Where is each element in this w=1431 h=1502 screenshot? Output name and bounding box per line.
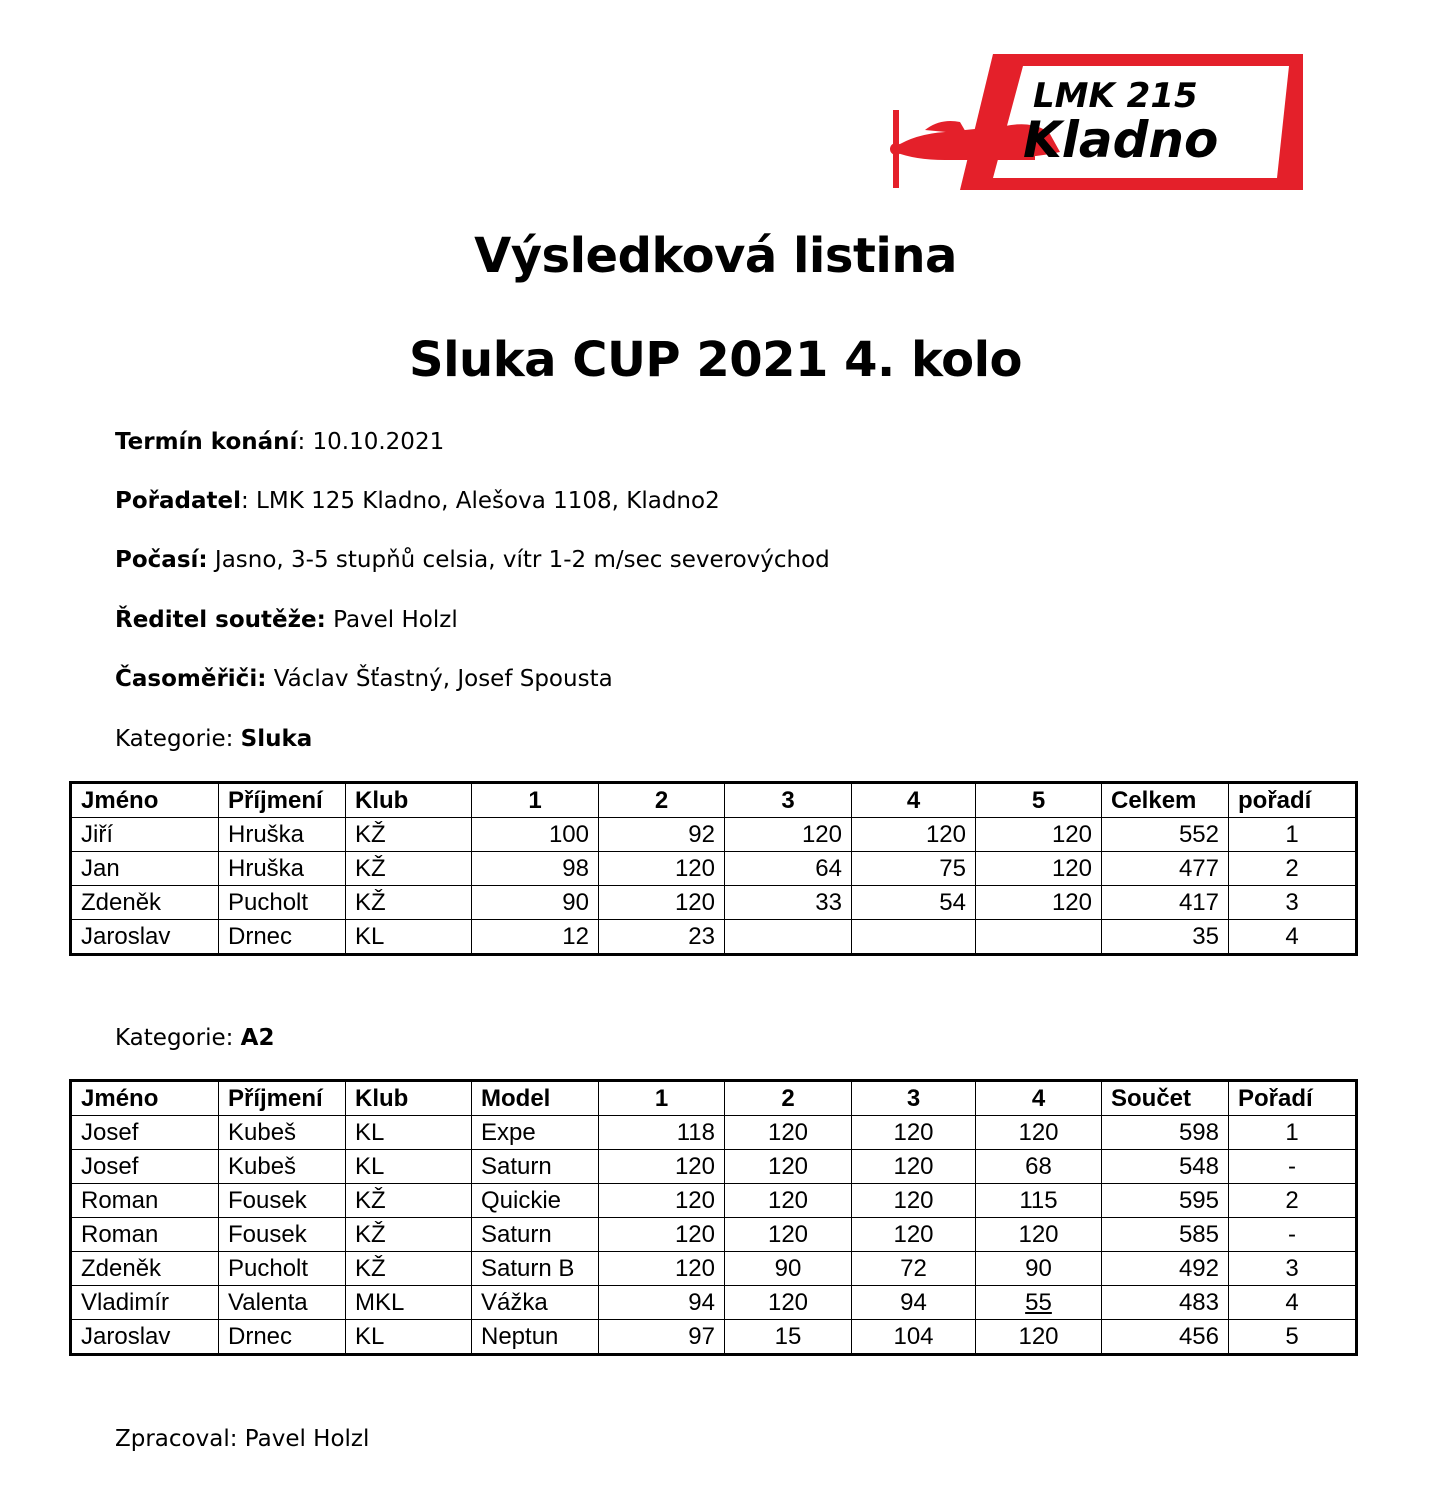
lmk-kladno-logo	[885, 52, 1305, 192]
table-cell: Kubeš	[219, 1150, 346, 1184]
table-cell: Drnec	[219, 920, 346, 955]
table-cell: 92	[599, 818, 725, 852]
table-cell: KL	[346, 1320, 472, 1355]
table-cell: KŽ	[346, 886, 472, 920]
table-cell: 120	[852, 1150, 976, 1184]
logo-line1: LMK 215	[1033, 76, 1198, 116]
table-cell: Fousek	[219, 1184, 346, 1218]
info-date: Termín konání: 10.10.2021	[115, 429, 445, 455]
table-cell: 120	[976, 1320, 1102, 1355]
table-cell: KŽ	[346, 1184, 472, 1218]
table-cell: Pucholt	[219, 886, 346, 920]
table-cell: 120	[976, 818, 1102, 852]
table-cell: KŽ	[346, 1218, 472, 1252]
col-header: 5	[976, 783, 1102, 818]
table-cell: KŽ	[346, 818, 472, 852]
table-cell: KL	[346, 1116, 472, 1150]
table-cell: 120	[852, 1116, 976, 1150]
table-row	[71, 852, 1357, 886]
table-cell: 585	[1102, 1218, 1229, 1252]
table-cell: 98	[472, 852, 599, 886]
table-row	[71, 1150, 1357, 1184]
table-cell: 120	[725, 1184, 852, 1218]
table-cell: 33	[725, 886, 852, 920]
table-cell: KŽ	[346, 852, 472, 886]
table-row	[71, 886, 1357, 920]
table-cell: 120	[976, 1218, 1102, 1252]
table-cell: 1	[1229, 1116, 1357, 1150]
col-header: Jméno	[71, 783, 219, 818]
table-cell: 3	[1229, 886, 1357, 920]
table-cell: KL	[346, 1150, 472, 1184]
table-cell: Vážka	[472, 1286, 599, 1320]
col-header: 4	[852, 783, 976, 818]
table-cell: Pucholt	[219, 1252, 346, 1286]
table-cell: 115	[976, 1184, 1102, 1218]
table-cell: 456	[1102, 1320, 1229, 1355]
table-cell: 2	[1229, 852, 1357, 886]
table-cell: 120	[599, 1184, 725, 1218]
info-weather: Počasí: Jasno, 3-5 stupňů celsia, vítr 1-2 m/sec severovýchod	[115, 547, 830, 573]
table-cell: 120	[725, 1116, 852, 1150]
table-cell: Roman	[71, 1184, 219, 1218]
table-cell: 1	[1229, 818, 1357, 852]
table-cell: 104	[852, 1320, 976, 1355]
table-cell: 4	[1229, 1286, 1357, 1320]
col-header: Součet	[1102, 1081, 1229, 1116]
table-cell: KL	[346, 920, 472, 955]
table-cell: 492	[1102, 1252, 1229, 1286]
table-cell: Vladimír	[71, 1286, 219, 1320]
category-a2-label: Kategorie: A2	[115, 1025, 275, 1051]
table-cell: Neptun	[472, 1320, 599, 1355]
table-cell: 90	[976, 1252, 1102, 1286]
logo-line2: Kladno	[1023, 111, 1219, 169]
table-cell: 3	[1229, 1252, 1357, 1286]
table-cell: 548	[1102, 1150, 1229, 1184]
table-row	[71, 1116, 1357, 1150]
table-row	[71, 1184, 1357, 1218]
col-header: 2	[725, 1081, 852, 1116]
table-cell: 68	[976, 1150, 1102, 1184]
col-header: Pořadí	[1229, 1081, 1357, 1116]
col-header: 3	[725, 783, 852, 818]
table-row	[71, 818, 1357, 852]
table-cell: Saturn B	[472, 1252, 599, 1286]
table-cell: Roman	[71, 1218, 219, 1252]
col-header: Klub	[346, 783, 472, 818]
table-cell	[852, 920, 976, 955]
info-director: Ředitel soutěže: Pavel Holzl	[115, 607, 458, 633]
table-cell: 120	[725, 1150, 852, 1184]
info-organizer: Pořadatel: LMK 125 Kladno, Alešova 1108, Kladno2	[115, 488, 720, 514]
table-cell: 2	[1229, 1184, 1357, 1218]
col-header: Klub	[346, 1081, 472, 1116]
table-cell: 120	[599, 1218, 725, 1252]
table-cell: 118	[599, 1116, 725, 1150]
table-cell: 100	[472, 818, 599, 852]
page-title: Výsledková listina	[474, 228, 957, 284]
col-header: Příjmení	[219, 783, 346, 818]
table-cell: Hruška	[219, 818, 346, 852]
table-cell: 64	[725, 852, 852, 886]
table-cell: Kubeš	[219, 1116, 346, 1150]
table-cell: 120	[599, 1150, 725, 1184]
table-cell: 54	[852, 886, 976, 920]
results-table-a2	[69, 1079, 1358, 1356]
table-cell: 598	[1102, 1116, 1229, 1150]
table-cell: 120	[725, 1218, 852, 1252]
col-header: Model	[472, 1081, 599, 1116]
table-cell: 120	[599, 852, 725, 886]
table-cell: 15	[725, 1320, 852, 1355]
col-header: 4	[976, 1081, 1102, 1116]
table-cell: 120	[599, 886, 725, 920]
col-header: pořadí	[1229, 783, 1357, 818]
table-cell: MKL	[346, 1286, 472, 1320]
table-cell: 120	[852, 818, 976, 852]
category-sluka-label: Kategorie: Sluka	[115, 726, 313, 752]
table-row	[71, 1252, 1357, 1286]
table-cell: Jaroslav	[71, 920, 219, 955]
table-cell: 94	[852, 1286, 976, 1320]
table-cell: 35	[1102, 920, 1229, 955]
col-header: 3	[852, 1081, 976, 1116]
table-cell: KŽ	[346, 1252, 472, 1286]
table-cell: 417	[1102, 886, 1229, 920]
table-cell: Jaroslav	[71, 1320, 219, 1355]
table-cell: Zdeněk	[71, 1252, 219, 1286]
table-cell: Hruška	[219, 852, 346, 886]
table-row	[71, 1286, 1357, 1320]
col-header: Jméno	[71, 1081, 219, 1116]
table-cell	[976, 920, 1102, 955]
table-cell: 23	[599, 920, 725, 955]
table-cell: 120	[725, 818, 852, 852]
table-cell: 120	[976, 1116, 1102, 1150]
table-cell: 94	[599, 1286, 725, 1320]
table-cell: 12	[472, 920, 599, 955]
col-header: 1	[472, 783, 599, 818]
col-header: Příjmení	[219, 1081, 346, 1116]
table-cell: 97	[599, 1320, 725, 1355]
table-cell: Saturn	[472, 1218, 599, 1252]
table-cell: 72	[852, 1252, 976, 1286]
table-cell: 5	[1229, 1320, 1357, 1355]
table-cell: 120	[976, 886, 1102, 920]
table-cell: 120	[599, 1252, 725, 1286]
footer-processed-by: Zpracoval: Pavel Holzl	[115, 1426, 370, 1452]
table-cell: 552	[1102, 818, 1229, 852]
info-timekeepers: Časoměřiči: Václav Šťastný, Josef Spousta	[115, 666, 613, 692]
results-table-sluka	[69, 781, 1358, 956]
table-cell: 120	[852, 1218, 976, 1252]
table-cell: 120	[725, 1286, 852, 1320]
table-cell: 477	[1102, 852, 1229, 886]
table-cell: Zdeněk	[71, 886, 219, 920]
table-header-row	[71, 783, 1357, 818]
table-cell: 595	[1102, 1184, 1229, 1218]
table-cell: Expe	[472, 1116, 599, 1150]
table-cell: Saturn	[472, 1150, 599, 1184]
table-cell: 55	[976, 1286, 1102, 1320]
table-cell: Quickie	[472, 1184, 599, 1218]
page-subtitle: Sluka CUP 2021 4. kolo	[409, 332, 1022, 388]
table-cell: Jan	[71, 852, 219, 886]
table-cell: Valenta	[219, 1286, 346, 1320]
table-cell: Jiří	[71, 818, 219, 852]
table-row	[71, 1218, 1357, 1252]
table-cell: Drnec	[219, 1320, 346, 1355]
table-cell: 90	[725, 1252, 852, 1286]
table-cell: Fousek	[219, 1218, 346, 1252]
table-cell: 120	[976, 852, 1102, 886]
table-cell: 483	[1102, 1286, 1229, 1320]
table-cell: Josef	[71, 1150, 219, 1184]
table-cell: -	[1229, 1218, 1357, 1252]
table-cell: 120	[852, 1184, 976, 1218]
table-cell: 75	[852, 852, 976, 886]
table-row	[71, 920, 1357, 955]
table-cell: -	[1229, 1150, 1357, 1184]
table-cell: 90	[472, 886, 599, 920]
table-cell: Josef	[71, 1116, 219, 1150]
col-header: 2	[599, 783, 725, 818]
col-header: Celkem	[1102, 783, 1229, 818]
col-header: 1	[599, 1081, 725, 1116]
table-header-row	[71, 1081, 1357, 1116]
table-cell	[725, 920, 852, 955]
table-row	[71, 1320, 1357, 1355]
table-cell: 4	[1229, 920, 1357, 955]
